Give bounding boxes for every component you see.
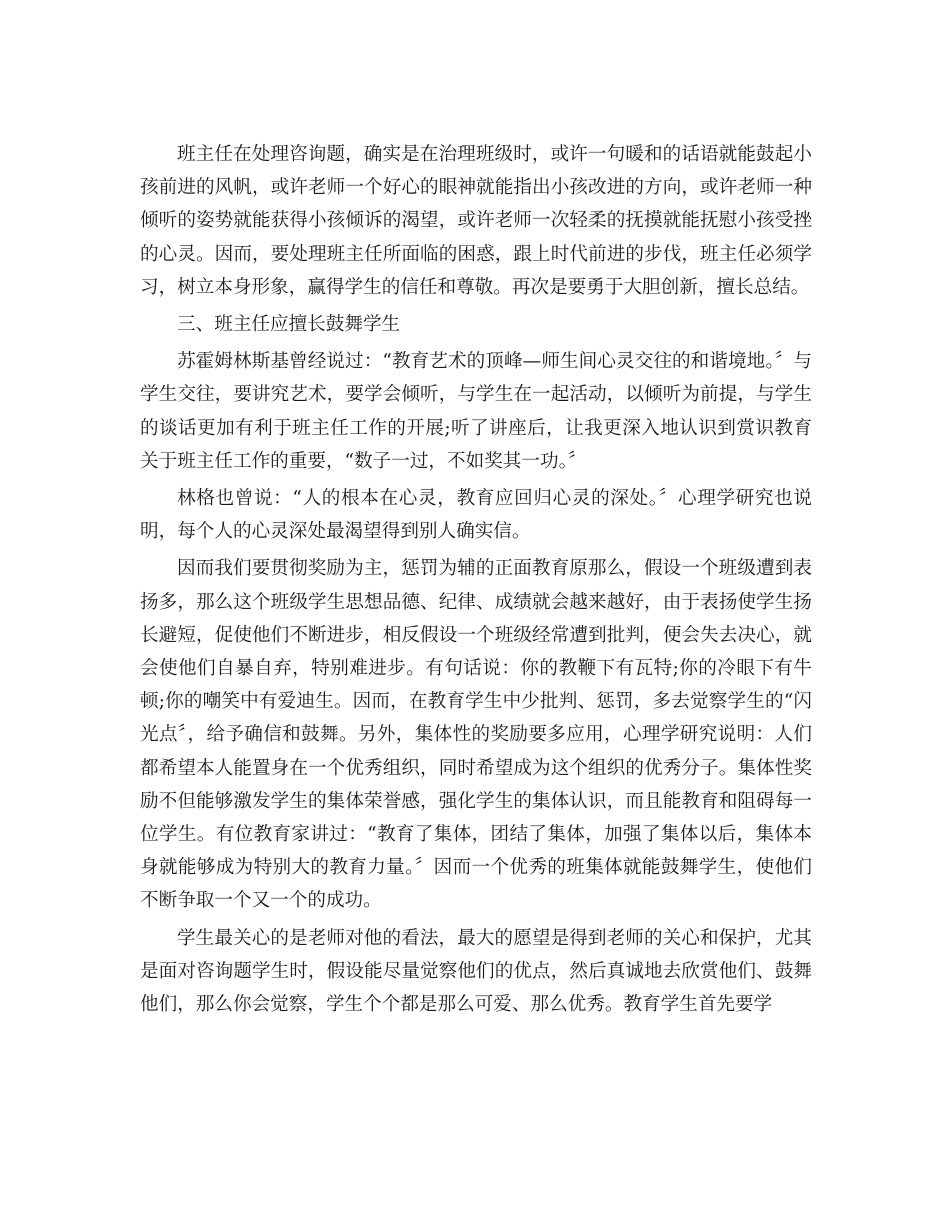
- paragraph-reward-principle: 因而我们要贯彻奖励为主，惩罚为辅的正面教育原那么，假设一个班级遭到表扬多，那么这个班级学生思想品德、纪律、成绩就会越来越好，由于表扬使学生扬长避短，促使他们不断进步，相反假设一个班级经常遭到批判，便会失去决心，就会使他们自暴自弃，特别难进步。有句话说：你的教鞭下有瓦特;你的冷眼下有牛顿;你的嘲笑中有爱迪生。因而，在教育学生中少批判、惩罚，多去觉察学生的“闪光点〞，给予确信和鼓舞。另外，集体性的奖励要多应用，心理学研究说明：人们都希望本人能置身在一个优秀组织，同时希望成为这个组织的优秀分子。集体性奖励不但能够激发学生的集体荣誉感，强化学生的集体认识，而且能教育和阻碍每一位学生。有位教育家讲过：“教育了集体，团结了集体，加强了集体以后，集体本身就能够成为特别大的教育力量。〞因而一个优秀的班集体就能鼓舞学生，使他们不断争取一个又一个的成功。: [140, 558, 812, 912]
- paragraph-sukhomlinsky-quote: 苏霍姆林斯基曾经说过：“教育艺术的顶峰—师生间心灵交往的和谐境地。〞与学生交往，要讲究艺术，要学会倾听，与学生在一起活动，以倾听为前提，与学生的谈话更加有利于班主任工作的开展;听了讲座后，让我更深入地认识到赏识教育关于班主任工作的重要，“数子一过，不如奖其一功。〞: [140, 351, 812, 472]
- paragraph-class-teacher-problems: 班主任在处理咨询题，确实是在治理班级时，或许一句暖和的话语就能鼓起小孩前进的风帆，或许老师一个好心的眼神就能指出小孩改进的方向，或许老师一种倾听的姿势就能获得小孩倾诉的渴望，或许老师一次轻柔的抚摸就能抚慰小孩受挫的心灵。因而，要处理班主任所面临的困惑，跟上时代前进的步伐，班主任必须学习，树立本身形象，赢得学生的信任和尊敬。再次是要勇于大胆创新，擅长总结。: [140, 144, 812, 298]
- section-heading-encourage-students: 三、班主任应擅长鼓舞学生: [177, 314, 401, 336]
- paragraph-linge-quote: 林格也曾说：“人的根本在心灵，教育应回归心灵的深处。〞心理学研究也说明，每个人的心灵深处最渴望得到别人确实信。: [140, 488, 812, 543]
- paragraph-student-concerns: 学生最关心的是老师对他的看法，最大的愿望是得到老师的关心和保护，尤其是面对咨询题学生时，假设能尽量觉察他们的优点，然后真诚地去欣赏他们、鼓舞他们，那么你会觉察，学生个个都是那么可爱、那么优秀。教育学生首先要学: [140, 927, 812, 1016]
- document-body: [140, 138, 812, 1025]
